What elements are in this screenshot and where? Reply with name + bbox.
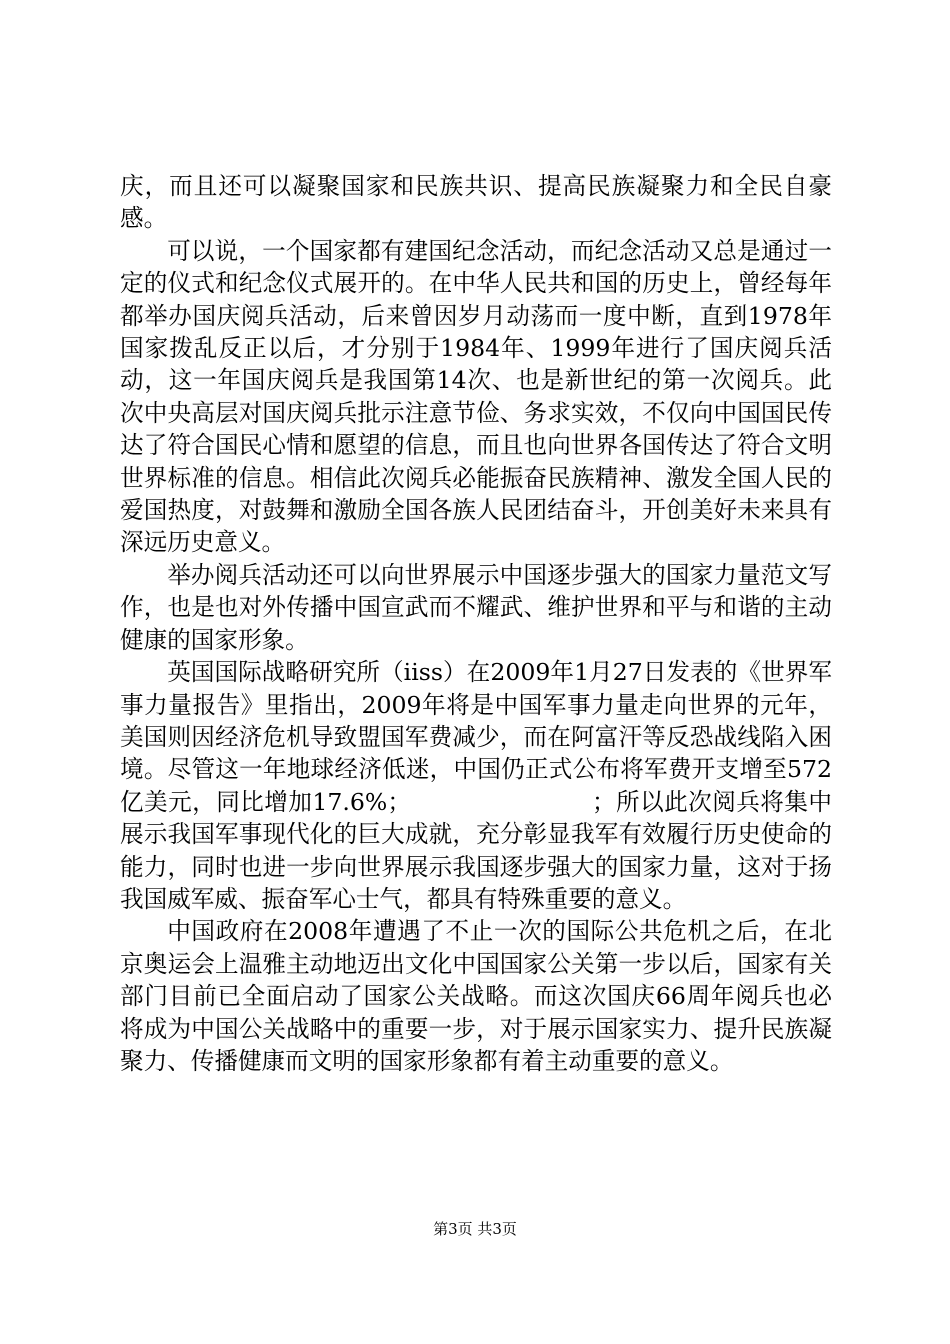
- paragraph-2: 可以说，一个国家都有建国纪念活动，而纪念活动又总是通过一定的仪式和纪念仪式展开的。在中华人民共和国的历史上，曾经每年都举办国庆阅兵活动，后来曾因岁月动荡而一度中断，直到1978年国家拨乱反正以后，才分别于1984年、1999年进行了国庆阅兵活动，这一年国庆阅兵是我国第14次、也是新世纪的第一次阅兵。此次中央高层对国庆阅兵批示注意节俭、务求实效，不仅向中国国民传达了符合国民心情和愿望的信息，而且也向世界各国传达了符合文明世界标准的信息。相信此次阅兵必能振奋民族精神、激发全国人民的爱国热度，对鼓舞和激励全国各族人民团结奋斗，开创美好未来具有深远历史意义。: [120, 236, 832, 557]
- document-body: [120, 170, 832, 1077]
- paragraph-3: 举办阅兵活动还可以向世界展示中国逐步强大的国家力量范文写作，也是也对外传播中国宣武而不耀武、维护世界和平与和谐的主动健康的国家形象。: [120, 560, 832, 654]
- paragraph-4: 英国国际战略研究所（iiss）在2009年1月27日发表的《世界军事力量报告》里指出，2009年将是中国军事力量走向世界的元年，美国则因经济危机导致盟国军费减少，而在阿富汗等反恐战线陷入困境。尽管这一年地球经济低迷，中国仍正式公布将军费开支增至572亿美元，同比增加17.6%； ；所以此次阅兵将集中展示我国军事现代化的巨大成就，充分彰显我军有效履行历史使命的能力，同时也进一步向世界展示我国逐步强大的国家力量，这对于扬我国威军威、振奋军心士气，都具有特殊重要的意义。: [120, 658, 832, 913]
- paragraph-1: 庆，而且还可以凝聚国家和民族共识、提高民族凝聚力和全民自豪感。: [120, 172, 832, 233]
- page-number: 第3页 共3页: [433, 1220, 517, 1238]
- paragraph-5: 中国政府在2008年遭遇了不止一次的国际公共危机之后，在北京奥运会上温雅主动地迈出文化中国国家公关第一步以后，国家有关部门目前已全面启动了国家公关战略。而这次国庆66周年阅兵也必将成为中国公关战略中的重要一步，对于展示国家实力、提升民族凝聚力、传播健康而文明的国家形象都有着主动重要的意义。: [120, 917, 832, 1075]
- page-footer: [0, 1219, 950, 1239]
